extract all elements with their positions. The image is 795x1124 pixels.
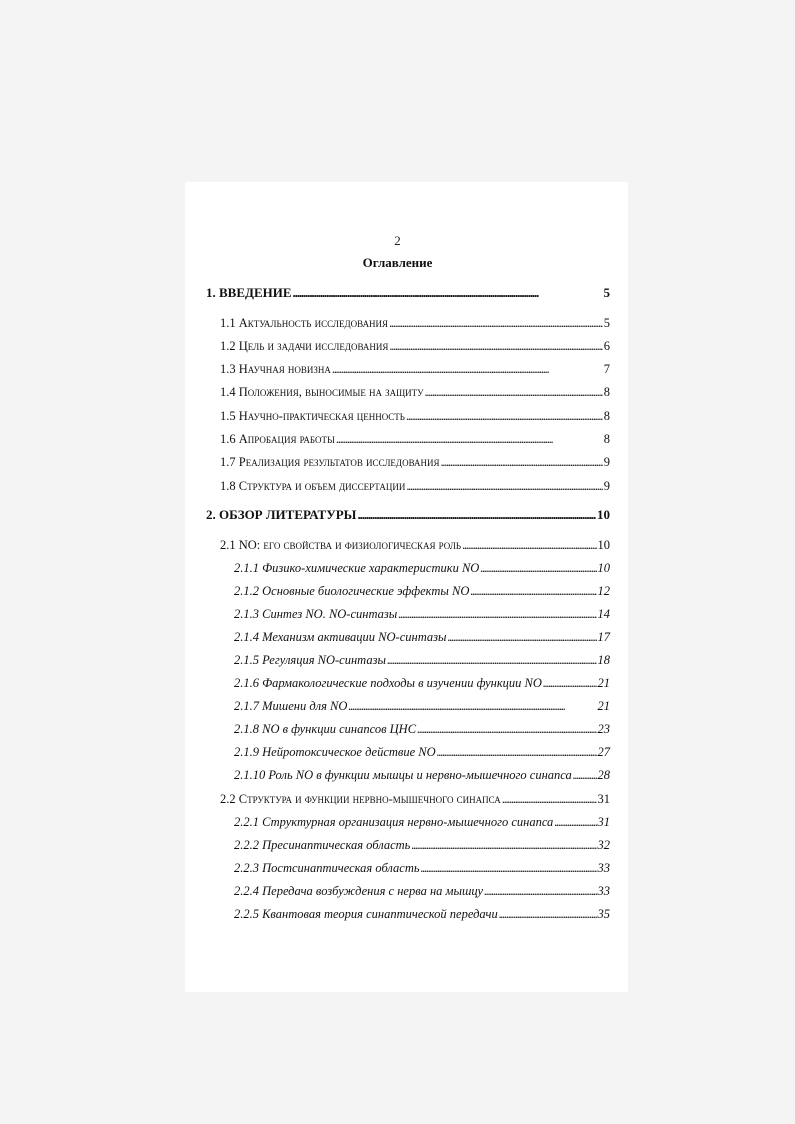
- toc-entry[interactable]: 1.7 Реализация результатов исследования . . . 9: [220, 453, 610, 471]
- toc-entry[interactable]: 2.1.10 Роль NO в функции мышцы и нервно-мышечного синапса . . . 28: [234, 766, 610, 784]
- toc-entry[interactable]: 1.4 Положения, выносимые на защиту . . . 8: [220, 383, 610, 401]
- toc-entry[interactable]: 1.3 Научная новизна . . . 7: [220, 360, 610, 378]
- toc-entry[interactable]: 1.8 Структура и объем диссертации . . . 9: [220, 477, 610, 495]
- toc-entry[interactable]: 2.1 NO: его свойства и физиологическая роль . . . 10: [220, 536, 610, 554]
- toc-entry[interactable]: 2.2.5 Квантовая теория синаптической передачи . . . 35: [234, 905, 610, 923]
- toc-entry[interactable]: 1.6 Апробация работы . . . 8: [220, 430, 610, 448]
- toc-entry[interactable]: 2.1.7 Мишени для NO . . . 21: [234, 697, 610, 715]
- toc-entry[interactable]: 1.1 Актуальность исследования . . . 5: [220, 314, 610, 332]
- toc-entry[interactable]: 2.2.3 Постсинаптическая область . . . 33: [234, 859, 610, 877]
- toc-entry[interactable]: 2.1.3 Синтез NO. NO-синтазы . . . 14: [234, 605, 610, 623]
- toc-entry[interactable]: 1.5 Научно-практическая ценность . . . 8: [220, 407, 610, 425]
- toc-entry[interactable]: 2.1.1 Физико-химические характеристики NO . . . 10: [234, 559, 610, 577]
- toc-entry[interactable]: 2.2.4 Передача возбуждения с нерва на мышцу . . . 33: [234, 882, 610, 900]
- toc-entry[interactable]: 2.1.6 Фармакологические подходы в изучении функции NO . . . 21: [234, 674, 610, 692]
- toc-entry[interactable]: 2.1.9 Нейротоксическое действие NO . . . 27: [234, 743, 610, 761]
- page-number: 2: [394, 233, 401, 248]
- toc-entry[interactable]: 2.1.8 NO в функции синапсов ЦНС . . . 23: [234, 720, 610, 738]
- toc-title: Оглавление: [362, 255, 433, 270]
- toc-entry[interactable]: 2.1.4 Механизм активации NO-синтазы . . . 17: [234, 628, 610, 646]
- toc-entry[interactable]: 2.1.2 Основные биологические эффекты NO . . . 12: [234, 582, 610, 600]
- toc-entry[interactable]: 2.2 Структура и функции нервно-мышечного синапса . . . 31: [220, 790, 610, 808]
- toc-entry[interactable]: 2.2.2 Пресинаптическая область . . . 32: [234, 836, 610, 854]
- toc-entry[interactable]: 1.2 Цель и задачи исследования . . . 6: [220, 337, 610, 355]
- toc-entry[interactable]: 2.1.5 Регуляция NO-синтазы . . . 18: [234, 651, 610, 669]
- toc-entry[interactable]: 2. ОБЗОР ЛИТЕРАТУРЫ . . . 10: [206, 506, 610, 524]
- toc-entry[interactable]: 2.2.1 Структурная организация нервно-мышечного синапса . . . 31: [234, 813, 610, 831]
- toc-entry[interactable]: 1. ВВЕДЕНИЕ . . . 5: [206, 284, 610, 302]
